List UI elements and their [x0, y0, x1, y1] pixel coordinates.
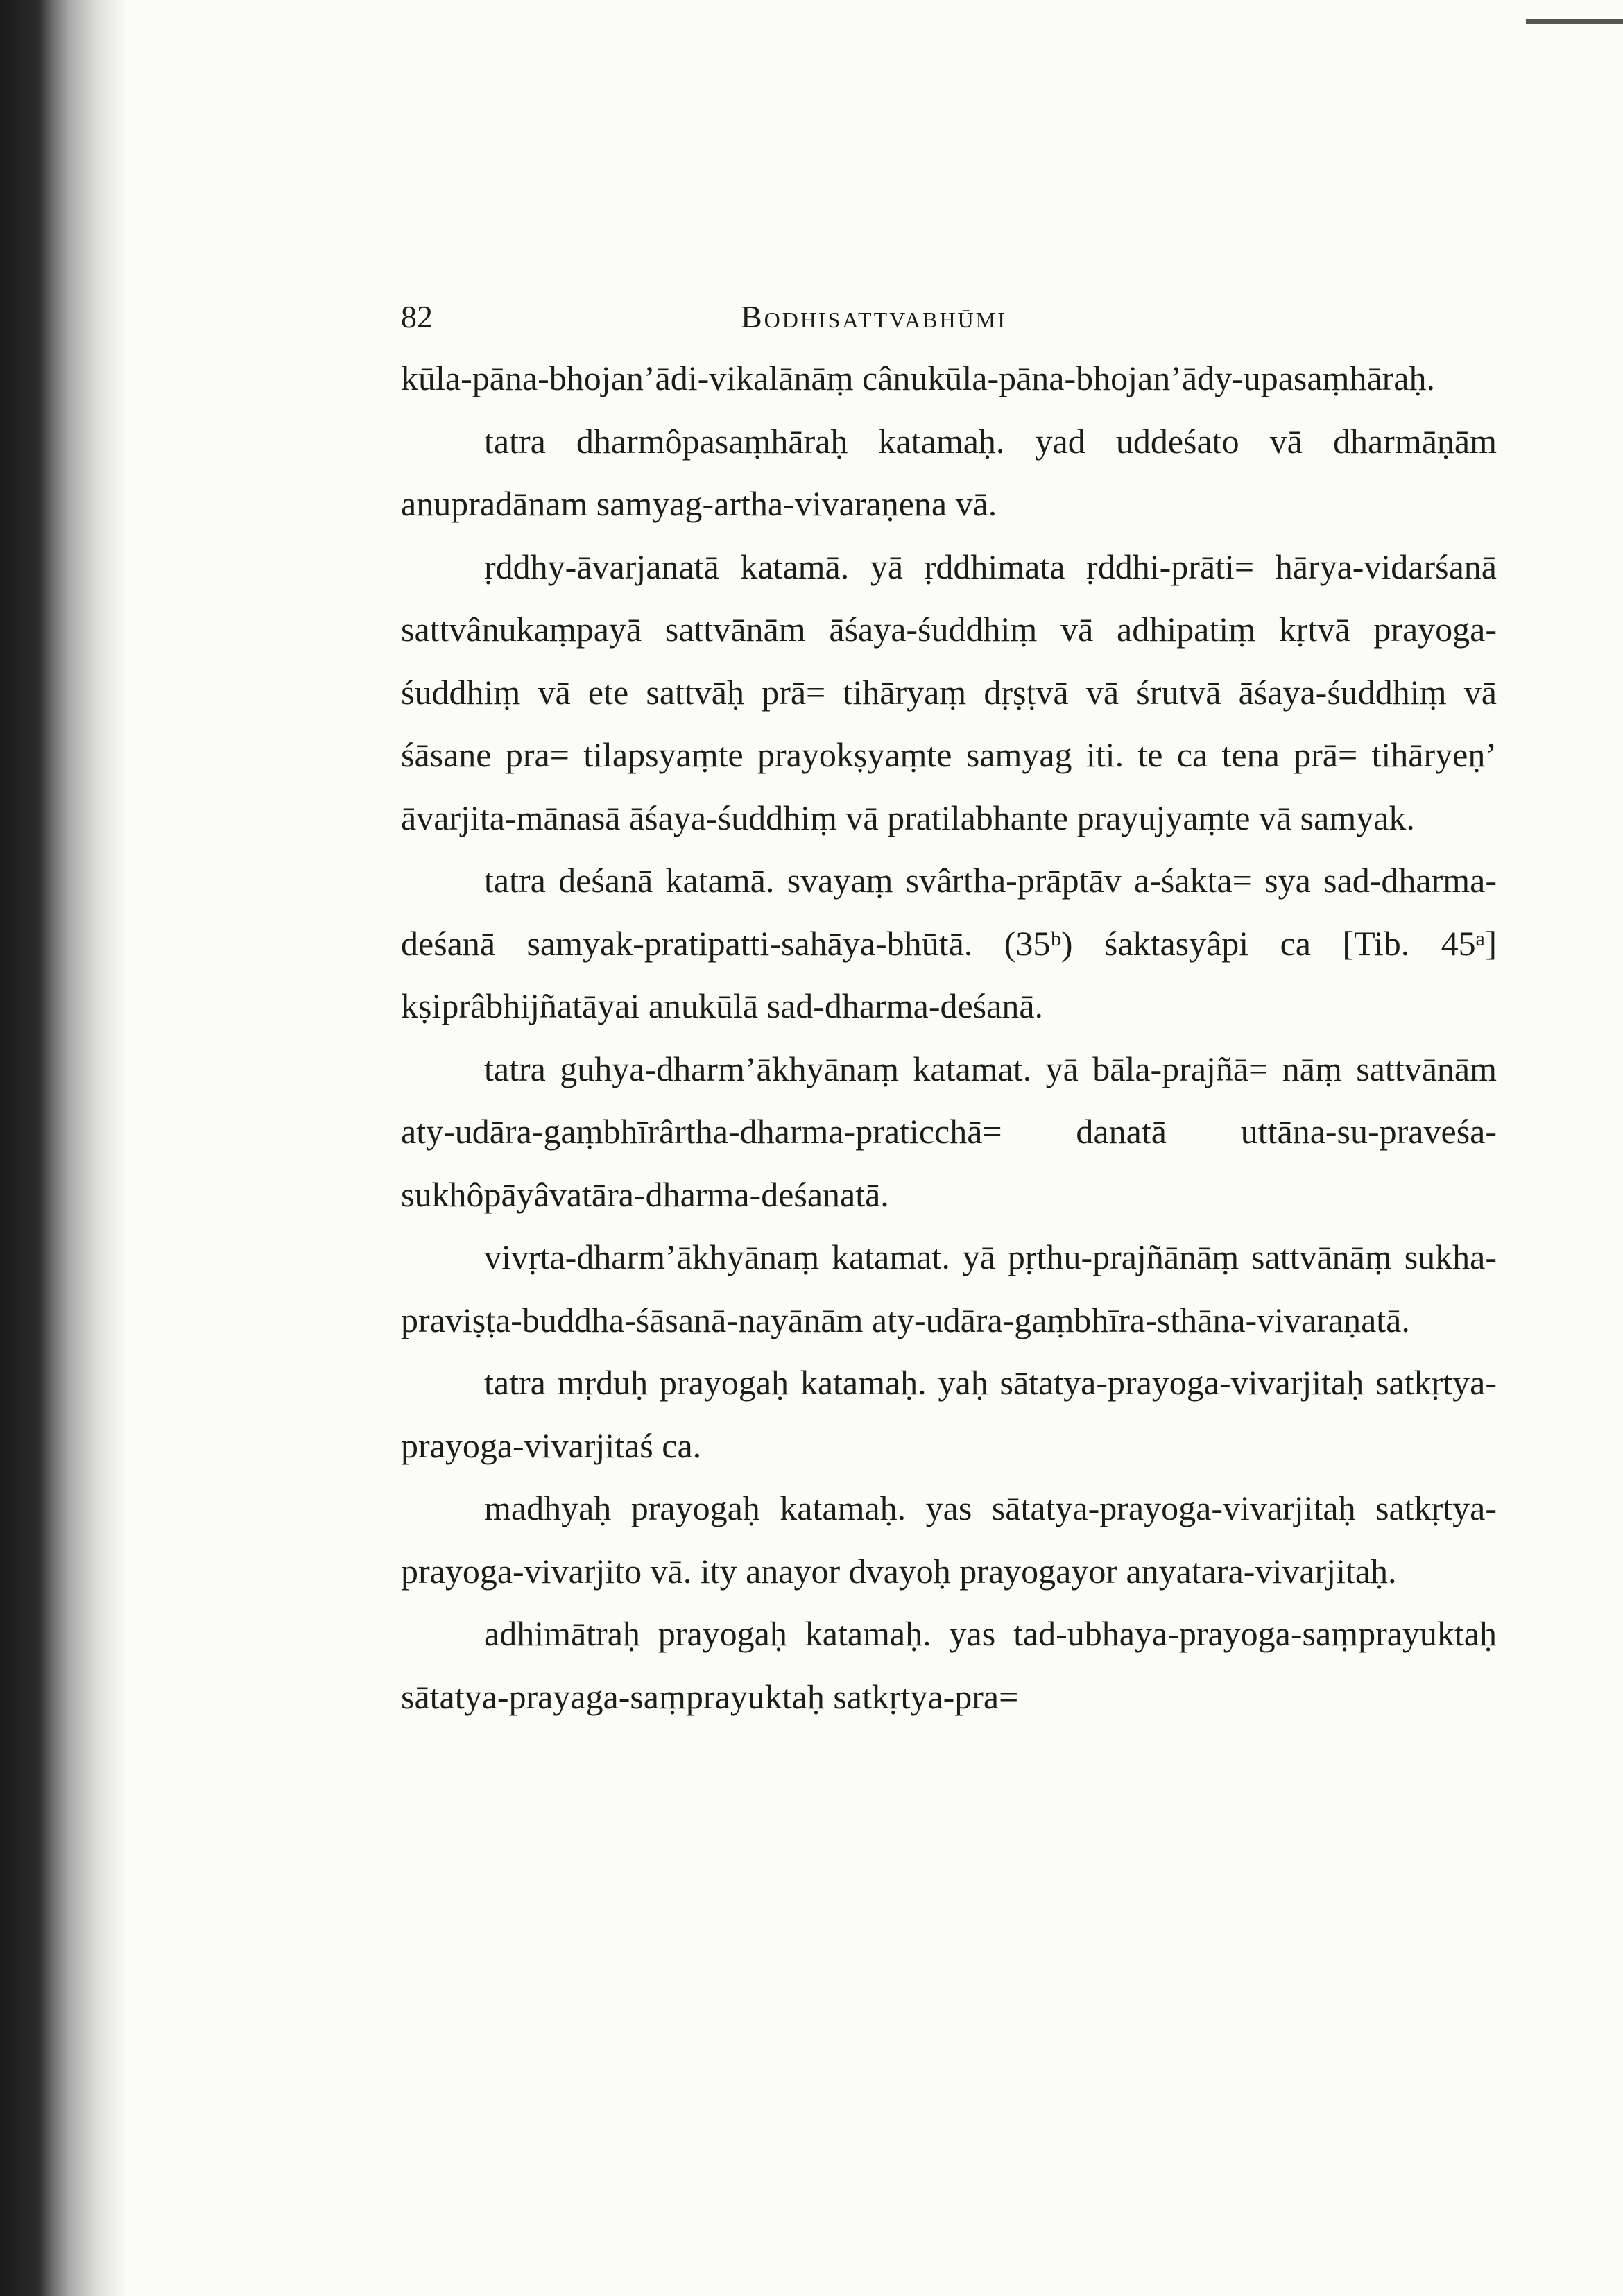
- paragraph: kūla-pāna-bhojan’ādi-vikalānāṃ cânukūla-pāna-bhojan’ādy-upasaṃhāraḥ.: [401, 359, 1435, 397]
- paragraph: tatra mṛduḥ prayogaḥ katamaḥ. yaḥ sātatya-prayoga-vivarjitaḥ satkṛtya-prayoga-vivarjitaś ca.: [401, 1363, 1497, 1465]
- paragraph: tatra dharmôpasaṃhāraḥ katamaḥ. yad uddeśato vā dharmāṇām anupradānam samyag-artha-vivaraṇena vā.: [401, 421, 1497, 523]
- running-head: [401, 291, 1497, 347]
- paragraph: tatra guhya-dharm’ākhyānaṃ katamat. yā bāla-prajñā= nāṃ sattvānām aty-udāra-gaṃbhīrârtha-dharma-praticchā= danatā uttāna-su-praveśa-sukhôpāyâvatāra-dharma-deśanatā.: [401, 1049, 1497, 1214]
- page-edge-mark: [1526, 19, 1623, 24]
- paragraph: vivṛta-dharm’ākhyānaṃ katamat. yā pṛthu-prajñānāṃ sattvānāṃ sukha-praviṣṭa-buddha-śāsanā-nayānām aty-udāra-gaṃbhīra-sthāna-vivaraṇatā.: [401, 1237, 1497, 1339]
- paragraph: ṛddhy-āvarjanatā katamā. yā ṛddhimata ṛddhi-prāti= hārya-vidarśanā sattvânukaṃpayā sattvānām āśaya-śuddhiṃ vā adhipatiṃ kṛtvā prayoga-śuddhiṃ vā ete sattvāḥ prā= tihāryaṃ dṛṣṭvā vā śrutvā āśaya-śuddhiṃ vā śāsane pra= tilapsyaṃte prayokṣyaṃte samyag iti. te ca tena prā= tihāryeṇ’ āvarjita-mānasā āśaya-śuddhiṃ vā pratilabhante prayujyaṃte vā samyak.: [401, 547, 1497, 837]
- paragraph: madhyaḥ prayogaḥ katamaḥ. yas sātatya-prayoga-vivarjitaḥ satkṛtya-prayoga-vivarjito vā. ity anayor dvayoḥ prayogayor anyatara-vivarjitaḥ.: [401, 1489, 1497, 1591]
- paragraph: tatra deśanā katamā. svayaṃ svârtha-prāptāv a-śakta= sya sad-dharma-deśanā samyak-pratipatti-sahāya-bhūtā. (35ᵇ) śaktasyâpi ca [Tib. 45ᵃ] kṣiprâbhijñatāyai anukūlā sad-dharma-deśanā.: [401, 861, 1497, 1025]
- body-text: [401, 347, 1497, 1728]
- paragraph: adhimātraḥ prayogaḥ katamaḥ. yas tad-ubhaya-prayoga-saṃprayuktaḥ sātatya-prayaga-saṃprayuktaḥ satkṛtya-pra=: [401, 1614, 1497, 1716]
- book-page: [401, 291, 1497, 1728]
- running-title: Bodhisattvabhūmi: [741, 299, 1007, 334]
- page-number: 82: [401, 299, 433, 334]
- book-binding-shadow: [0, 0, 128, 2296]
